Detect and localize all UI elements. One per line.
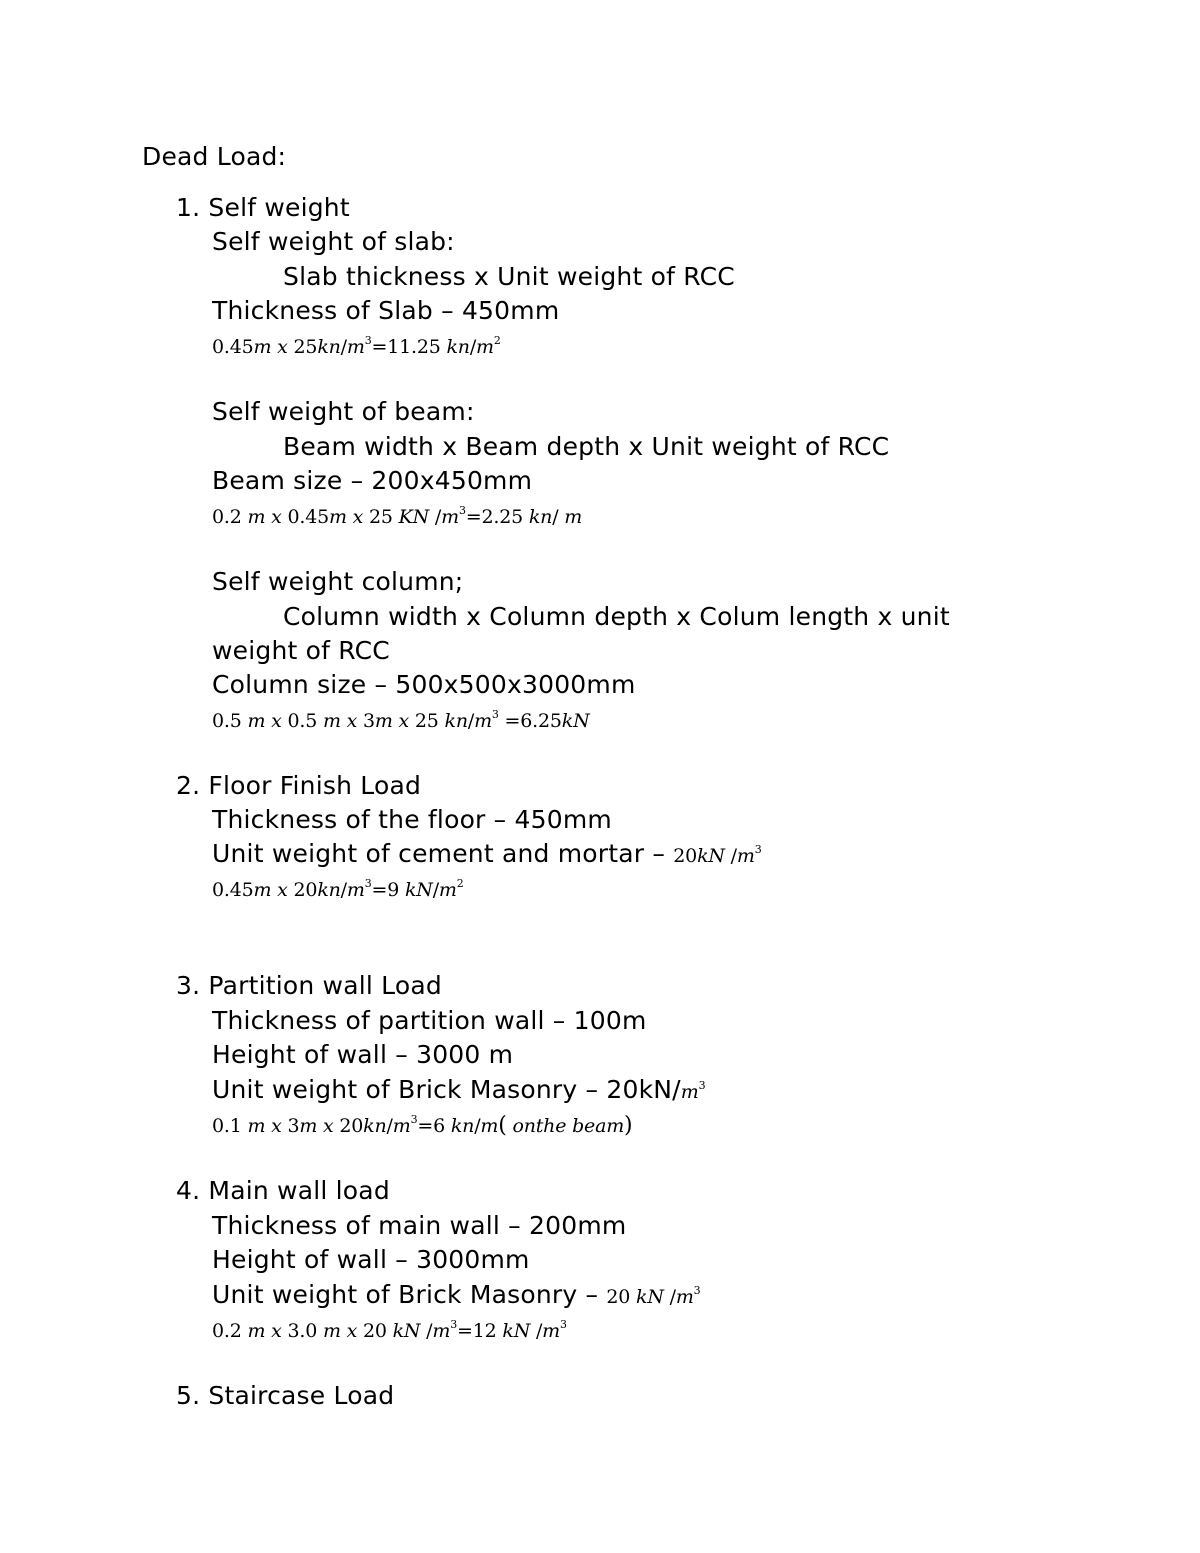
partition-thickness: Thickness of partition wall – 100m (212, 1006, 647, 1035)
section-number: 2. (176, 771, 201, 800)
main-wall-height: Height of wall – 3000mm (212, 1245, 530, 1274)
column-equation: 0.5 m x 0.5 m x 3m x 25 $kn/m^3 =6.25kN$ (212, 708, 590, 732)
floor-unit-weight: Unit weight of cement and mortar – 20kN $/m^3$ (212, 839, 762, 868)
beam-spec: Beam size – 200x450mm (212, 466, 533, 495)
column-spec: Column size – 500x500x3000mm (212, 670, 636, 699)
section-5-title (176, 1381, 394, 1411)
section-1-title (176, 193, 350, 223)
partition-height: Height of wall – 3000 m (212, 1040, 514, 1069)
section-title: Main wall load (208, 1176, 390, 1205)
section-title: Staircase Load (208, 1381, 395, 1410)
main-wall-unit-weight: Unit weight of Brick Masonry – 20 kN $/m^3$ (212, 1280, 701, 1309)
beam-label: Self weight of beam: (212, 397, 475, 426)
section-number: 4. (176, 1176, 201, 1205)
section-title: Self weight (208, 193, 350, 222)
beam-formula: Beam width x Beam depth x Unit weight of RCC (283, 432, 890, 461)
slab-formula: Slab thickness x Unit weight of RCC (283, 262, 735, 291)
column-formula-line-2: weight of RCC (212, 636, 390, 665)
main-wall-equation: 0.2 m x 3.0 m x 20 kN $/m^3=12$ kN $/m^3$ (212, 1318, 567, 1342)
section-2-title (176, 771, 421, 801)
floor-equation: 0.45m x $20kn/m^3=9$ $kN/m^2$ (212, 877, 464, 901)
beam-equation: 0.2 m x 0.45m x 25 KN $/m^3=2.25$ kn/ m (212, 504, 583, 528)
column-formula-line-1: Column width x Column depth x Colum length x unit (283, 602, 950, 631)
section-title: Partition wall Load (208, 971, 442, 1000)
floor-thickness: Thickness of the floor – 450mm (212, 805, 612, 834)
section-4-title (176, 1176, 390, 1206)
section-3-title (176, 971, 442, 1001)
slab-label: Self weight of slab: (212, 227, 455, 256)
column-label: Self weight column; (212, 567, 464, 596)
section-number: 1. (176, 193, 201, 222)
heading: Dead Load: (142, 142, 287, 171)
section-number: 5. (176, 1381, 201, 1410)
main-wall-thickness: Thickness of main wall – 200mm (212, 1211, 627, 1240)
slab-equation: 0.45m x $25kn/m^3=11.25$ $kn/m^2$ (212, 334, 501, 358)
partition-unit-weight: Unit weight of Brick Masonry – $20kN/m^3$ (212, 1075, 706, 1104)
slab-spec: Thickness of Slab – 450mm (212, 296, 560, 325)
partition-equation: 0.1 m x 3m x $20kn/m^3=6$ kn/m( onthe beam) (212, 1113, 633, 1138)
section-title: Floor Finish Load (208, 771, 422, 800)
section-number: 3. (176, 971, 201, 1000)
